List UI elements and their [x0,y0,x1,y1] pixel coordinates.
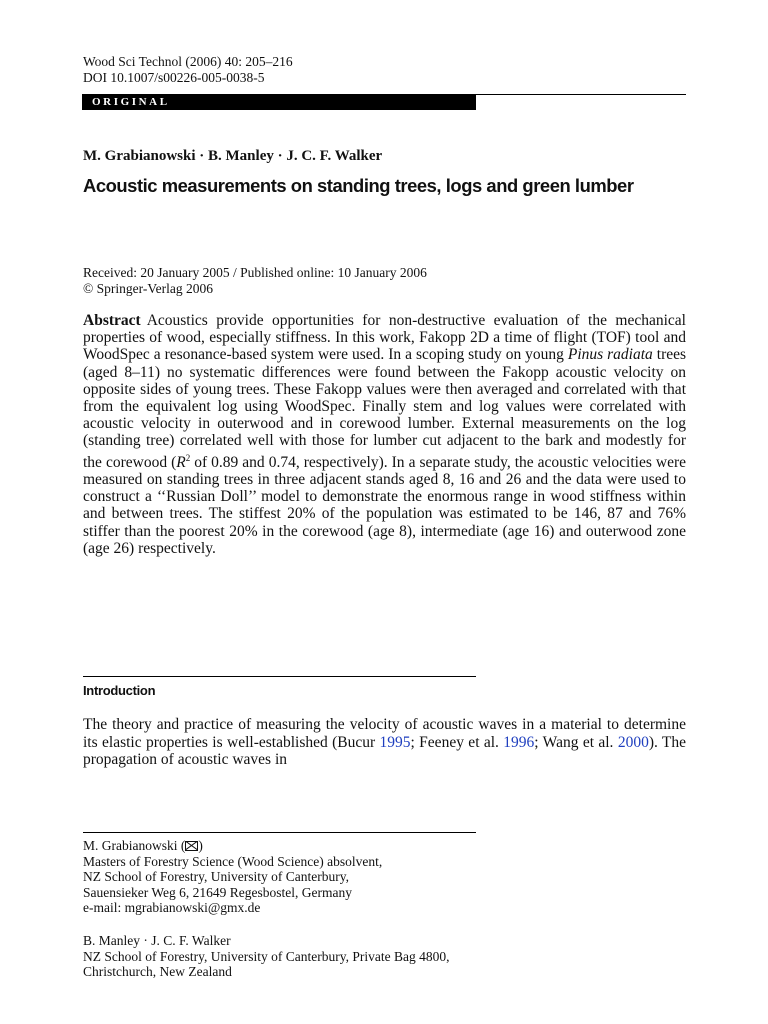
received-date: Received: 20 January 2005 / Published online: 10 January 2006 [83,265,427,280]
affiliation-authors: B. Manley · J. C. F. Walker [83,933,231,948]
r-squared-symbol: R [176,453,186,471]
citation-link-bucur[interactable]: 1995 [379,733,411,751]
doi: DOI 10.1007/s00226-005-0038-5 [83,70,265,85]
article-type-badge: ORIGINAL [82,94,476,110]
affiliation-author-close: ) [198,838,203,853]
copyright: © Springer-Verlag 2006 [83,280,213,296]
affiliation-line: NZ School of Forestry, University of Canterbury, [83,869,349,884]
section-divider [83,676,476,677]
affiliation-author: M. Grabianowski ( [83,838,186,853]
introduction-text [83,716,686,769]
publication-dates [83,265,427,296]
author-list: M. Grabianowski · B. Manley · J. C. F. Walker [83,148,383,164]
journal-header [83,54,293,86]
abstract-text-1: Acoustics provide opportunities for non-destructive evaluation of the mechanical properties of wood, especially stiffness. In this work, Fakopp 2D a time of flight (TOF) tool and WoodSpec a resonance-based system were used. In a scoping study on young [83,312,686,364]
affiliation-line: Christchurch, New Zealand [83,964,232,979]
intro-text-4: ). The propagation of acoustic waves in [83,733,687,768]
introduction-heading: Introduction [83,683,156,698]
citation-link-wang[interactable]: 2000 [617,733,649,751]
r-squared-exponent: 2 [185,452,191,463]
article-title: Acoustic measurements on standing trees, logs and green lumber [83,175,634,196]
header-rule [476,94,686,95]
affiliation-address: Sauensieker Weg 6, 21649 Regesbostel, Germany [83,884,352,900]
intro-text-2: ; Feeney et al. [410,733,499,751]
abstract [83,312,686,557]
envelope-icon [185,841,198,851]
affiliation-email: e-mail: mgrabianowski@gmx.de [83,900,261,915]
citation-link-feeney[interactable]: 1996 [503,733,535,751]
journal-citation: Wood Sci Technol (2006) 40: 205–216 [83,54,293,69]
affiliation-1 [83,838,382,916]
species-name: Pinus radiata [567,346,653,364]
intro-text-3: ; Wang et al. [534,733,614,751]
intro-text-1: The theory and practice of measuring the velocity of acoustic waves in a material to determine its elastic properties is well-established (Bucur [83,716,686,751]
abstract-label: Abstract [83,312,141,329]
affiliation-line: Masters of Forestry Science (Wood Science) absolvent, [83,853,383,869]
affiliation-line: NZ School of Forestry, University of Canterbury, Private Bag 4800, [83,948,450,964]
affiliation-2 [83,933,449,980]
abstract-text-2: trees (aged 8–11) no systematic differences were found between the Fakopp acoustic velocity on opposite sides of young trees. These Fakopp values were then averaged and correlated with that from the equivalent log using WoodSpec. Finally stem and log values were correlated with acoustic velocity in outerwood and in corewood lumber. External measurements on the log (standing tree) correlated well with those for lumber cut adjacent to the bark and modestly for the corewood ( [83,346,687,471]
abstract-text-3: of 0.89 and 0.74, respectively). In a separate study, the acoustic velocities were measured on standing trees in three adjacent stands aged 8, 16 and 26 and the data were used to construct a ‘‘Russian Doll’’ model to demonstrate the enormous range in wood stiffness within and between trees. The stiffest 20% of the population was estimated to be 146, 87 and 76% stiffer than the poorest 20% in the corewood (age 8), intermediate (age 16) and outerwood zone (age 26) respectively. [83,453,686,557]
footnote-rule-accent [83,832,179,833]
